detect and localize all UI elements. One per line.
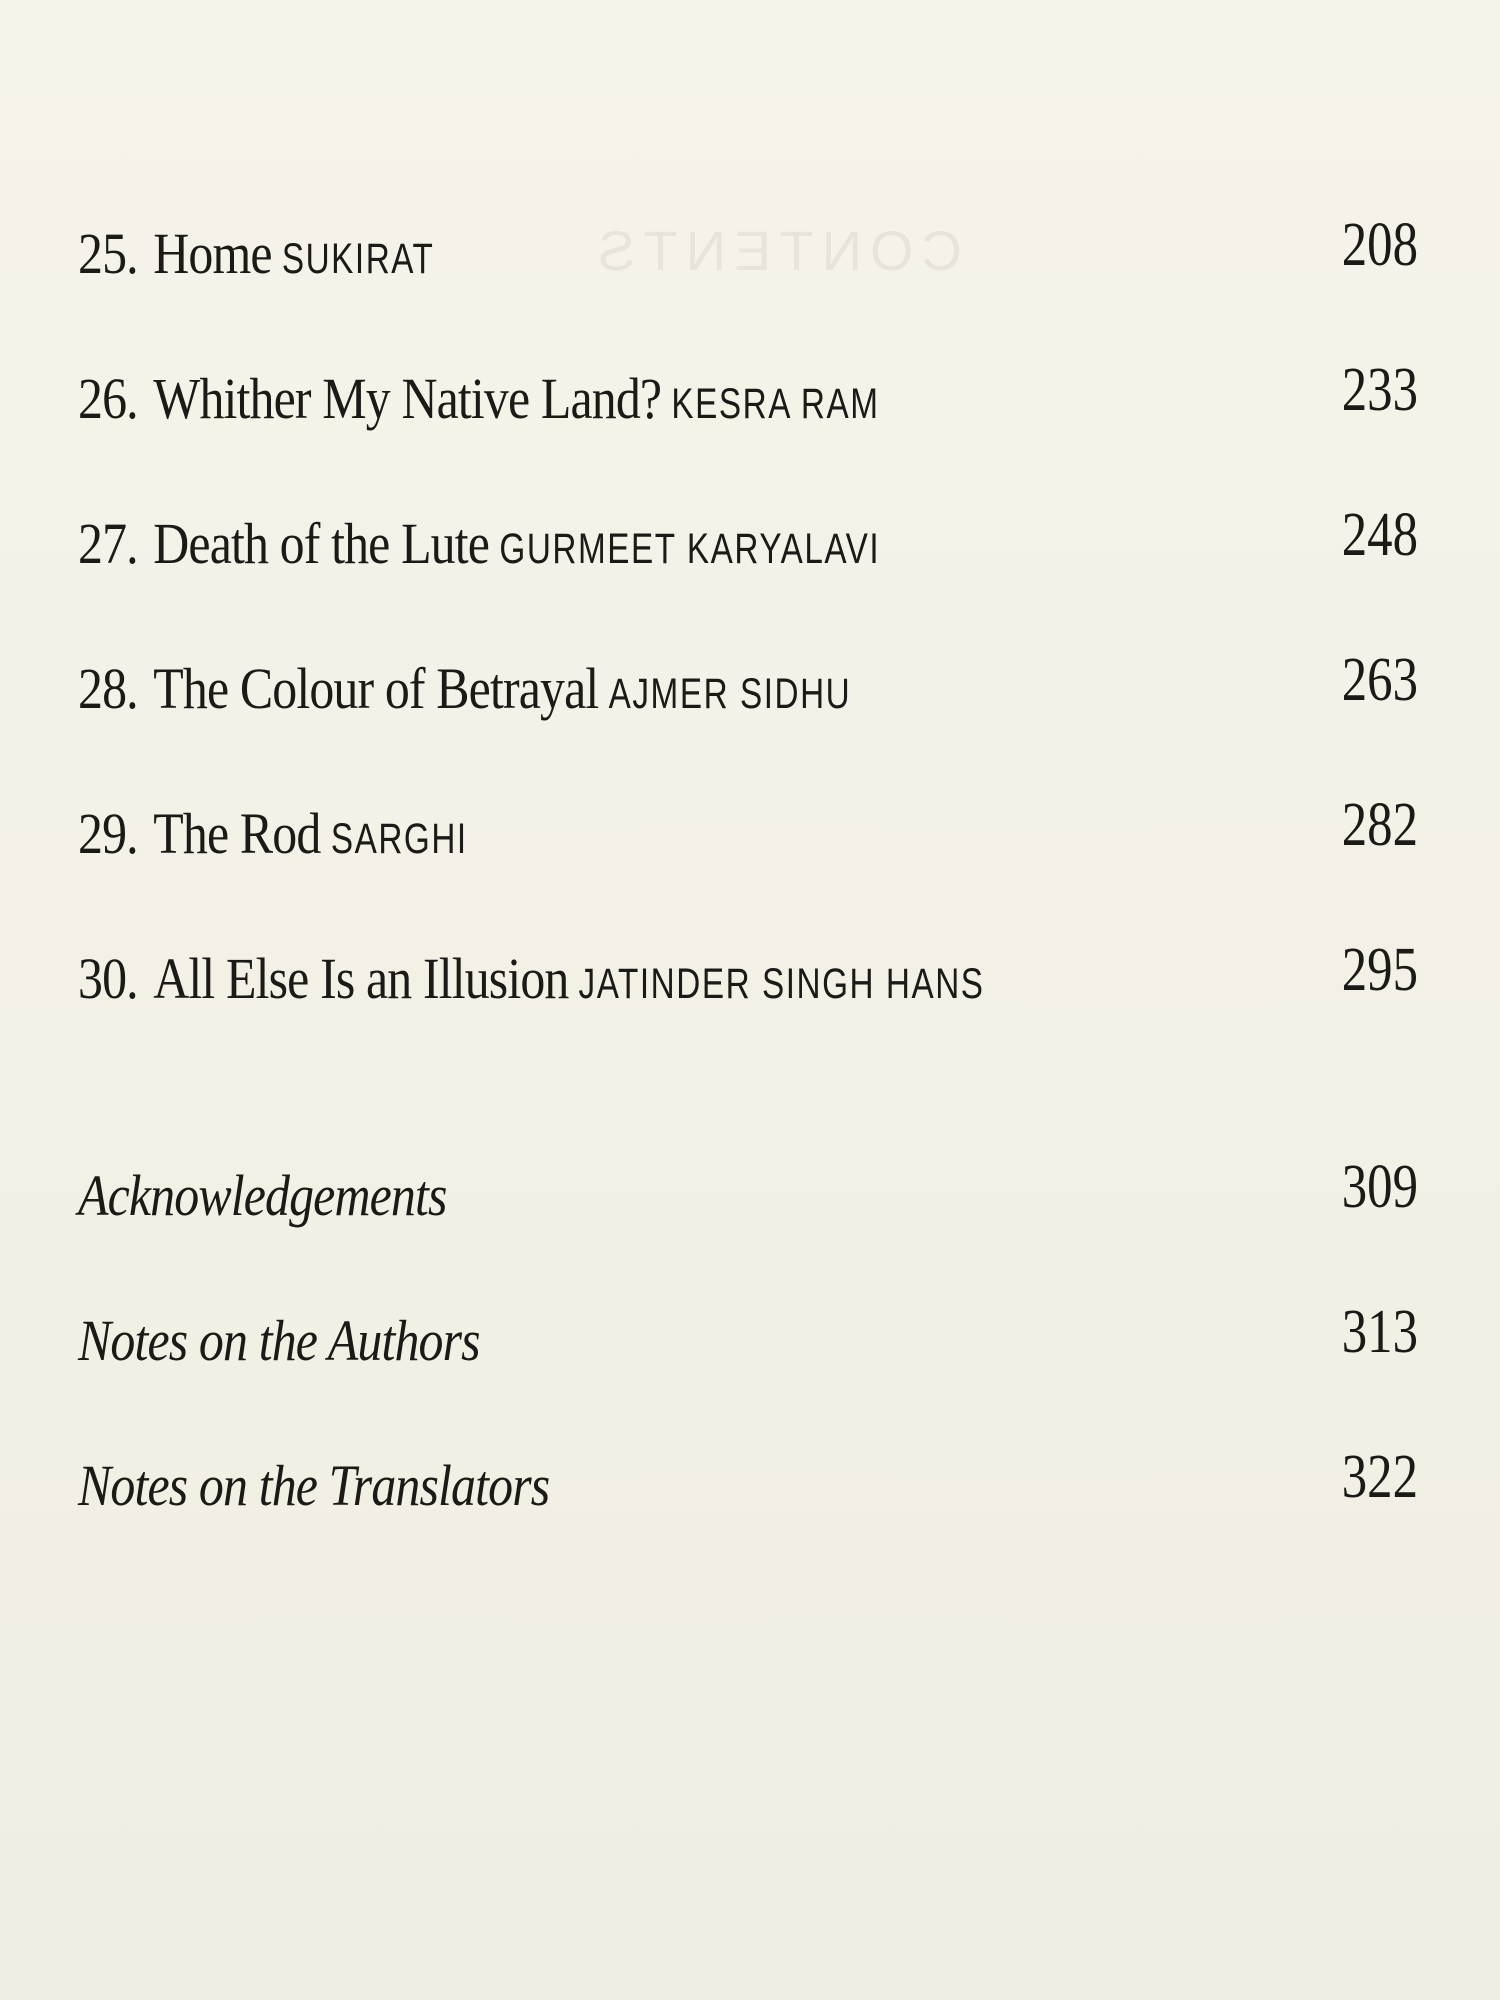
entry-author: KESRA RAM: [671, 380, 880, 428]
entry-number: 30.: [78, 946, 138, 1011]
entry-number: 29.: [78, 801, 138, 866]
entry-title: The Rod: [153, 801, 321, 866]
table-of-contents: [78, 190, 1418, 1567]
entry-page-number: 282: [1341, 791, 1418, 859]
entry-page-number: 263: [1341, 646, 1418, 714]
entry-page-number: 295: [1341, 936, 1418, 1004]
entry-title: Notes on the Translators: [78, 1453, 550, 1518]
toc-entry-25: [78, 190, 1418, 335]
toc-entry-29: [78, 770, 1418, 915]
entry-author: JATINDER SINGH HANS: [578, 960, 985, 1008]
entry-number: 25.: [78, 221, 138, 286]
toc-entry-30: [78, 915, 1418, 1060]
entry-page-number: 313: [1341, 1298, 1418, 1366]
entry-title: Acknowledgements: [78, 1163, 447, 1228]
entry-page-number: 233: [1341, 356, 1418, 424]
entry-author: SUKIRAT: [282, 235, 435, 283]
entry-page-number: 208: [1341, 211, 1418, 279]
toc-entry-26: [78, 335, 1418, 480]
toc-entry-28: [78, 625, 1418, 770]
entry-number: 28.: [78, 656, 138, 721]
entry-author: GURMEET KARYALAVI: [499, 525, 881, 573]
entry-number: 27.: [78, 511, 138, 576]
toc-entry-27: [78, 480, 1418, 625]
entry-page-number: 322: [1341, 1443, 1418, 1511]
entry-author: AJMER SIDHU: [608, 670, 852, 718]
entry-page-number: 248: [1341, 501, 1418, 569]
entry-title: All Else Is an Illusion: [153, 946, 569, 1011]
show-through-text: CONTENTS: [590, 219, 962, 282]
entry-title: Death of the Lute: [153, 511, 490, 576]
entry-author: SARGHI: [330, 815, 468, 863]
section-gap: [78, 1060, 1418, 1132]
entry-title: Whither My Native Land?: [153, 366, 662, 431]
entry-title: Home: [153, 221, 272, 286]
entry-title: The Colour of Betrayal: [153, 656, 599, 721]
toc-entry-notes-authors: [78, 1277, 1418, 1422]
entry-page-number: 309: [1341, 1153, 1418, 1221]
entry-title: Notes on the Authors: [78, 1308, 480, 1373]
entry-number: 26.: [78, 366, 138, 431]
toc-entry-acknowledgements: [78, 1132, 1418, 1277]
toc-entry-notes-translators: [78, 1422, 1418, 1567]
